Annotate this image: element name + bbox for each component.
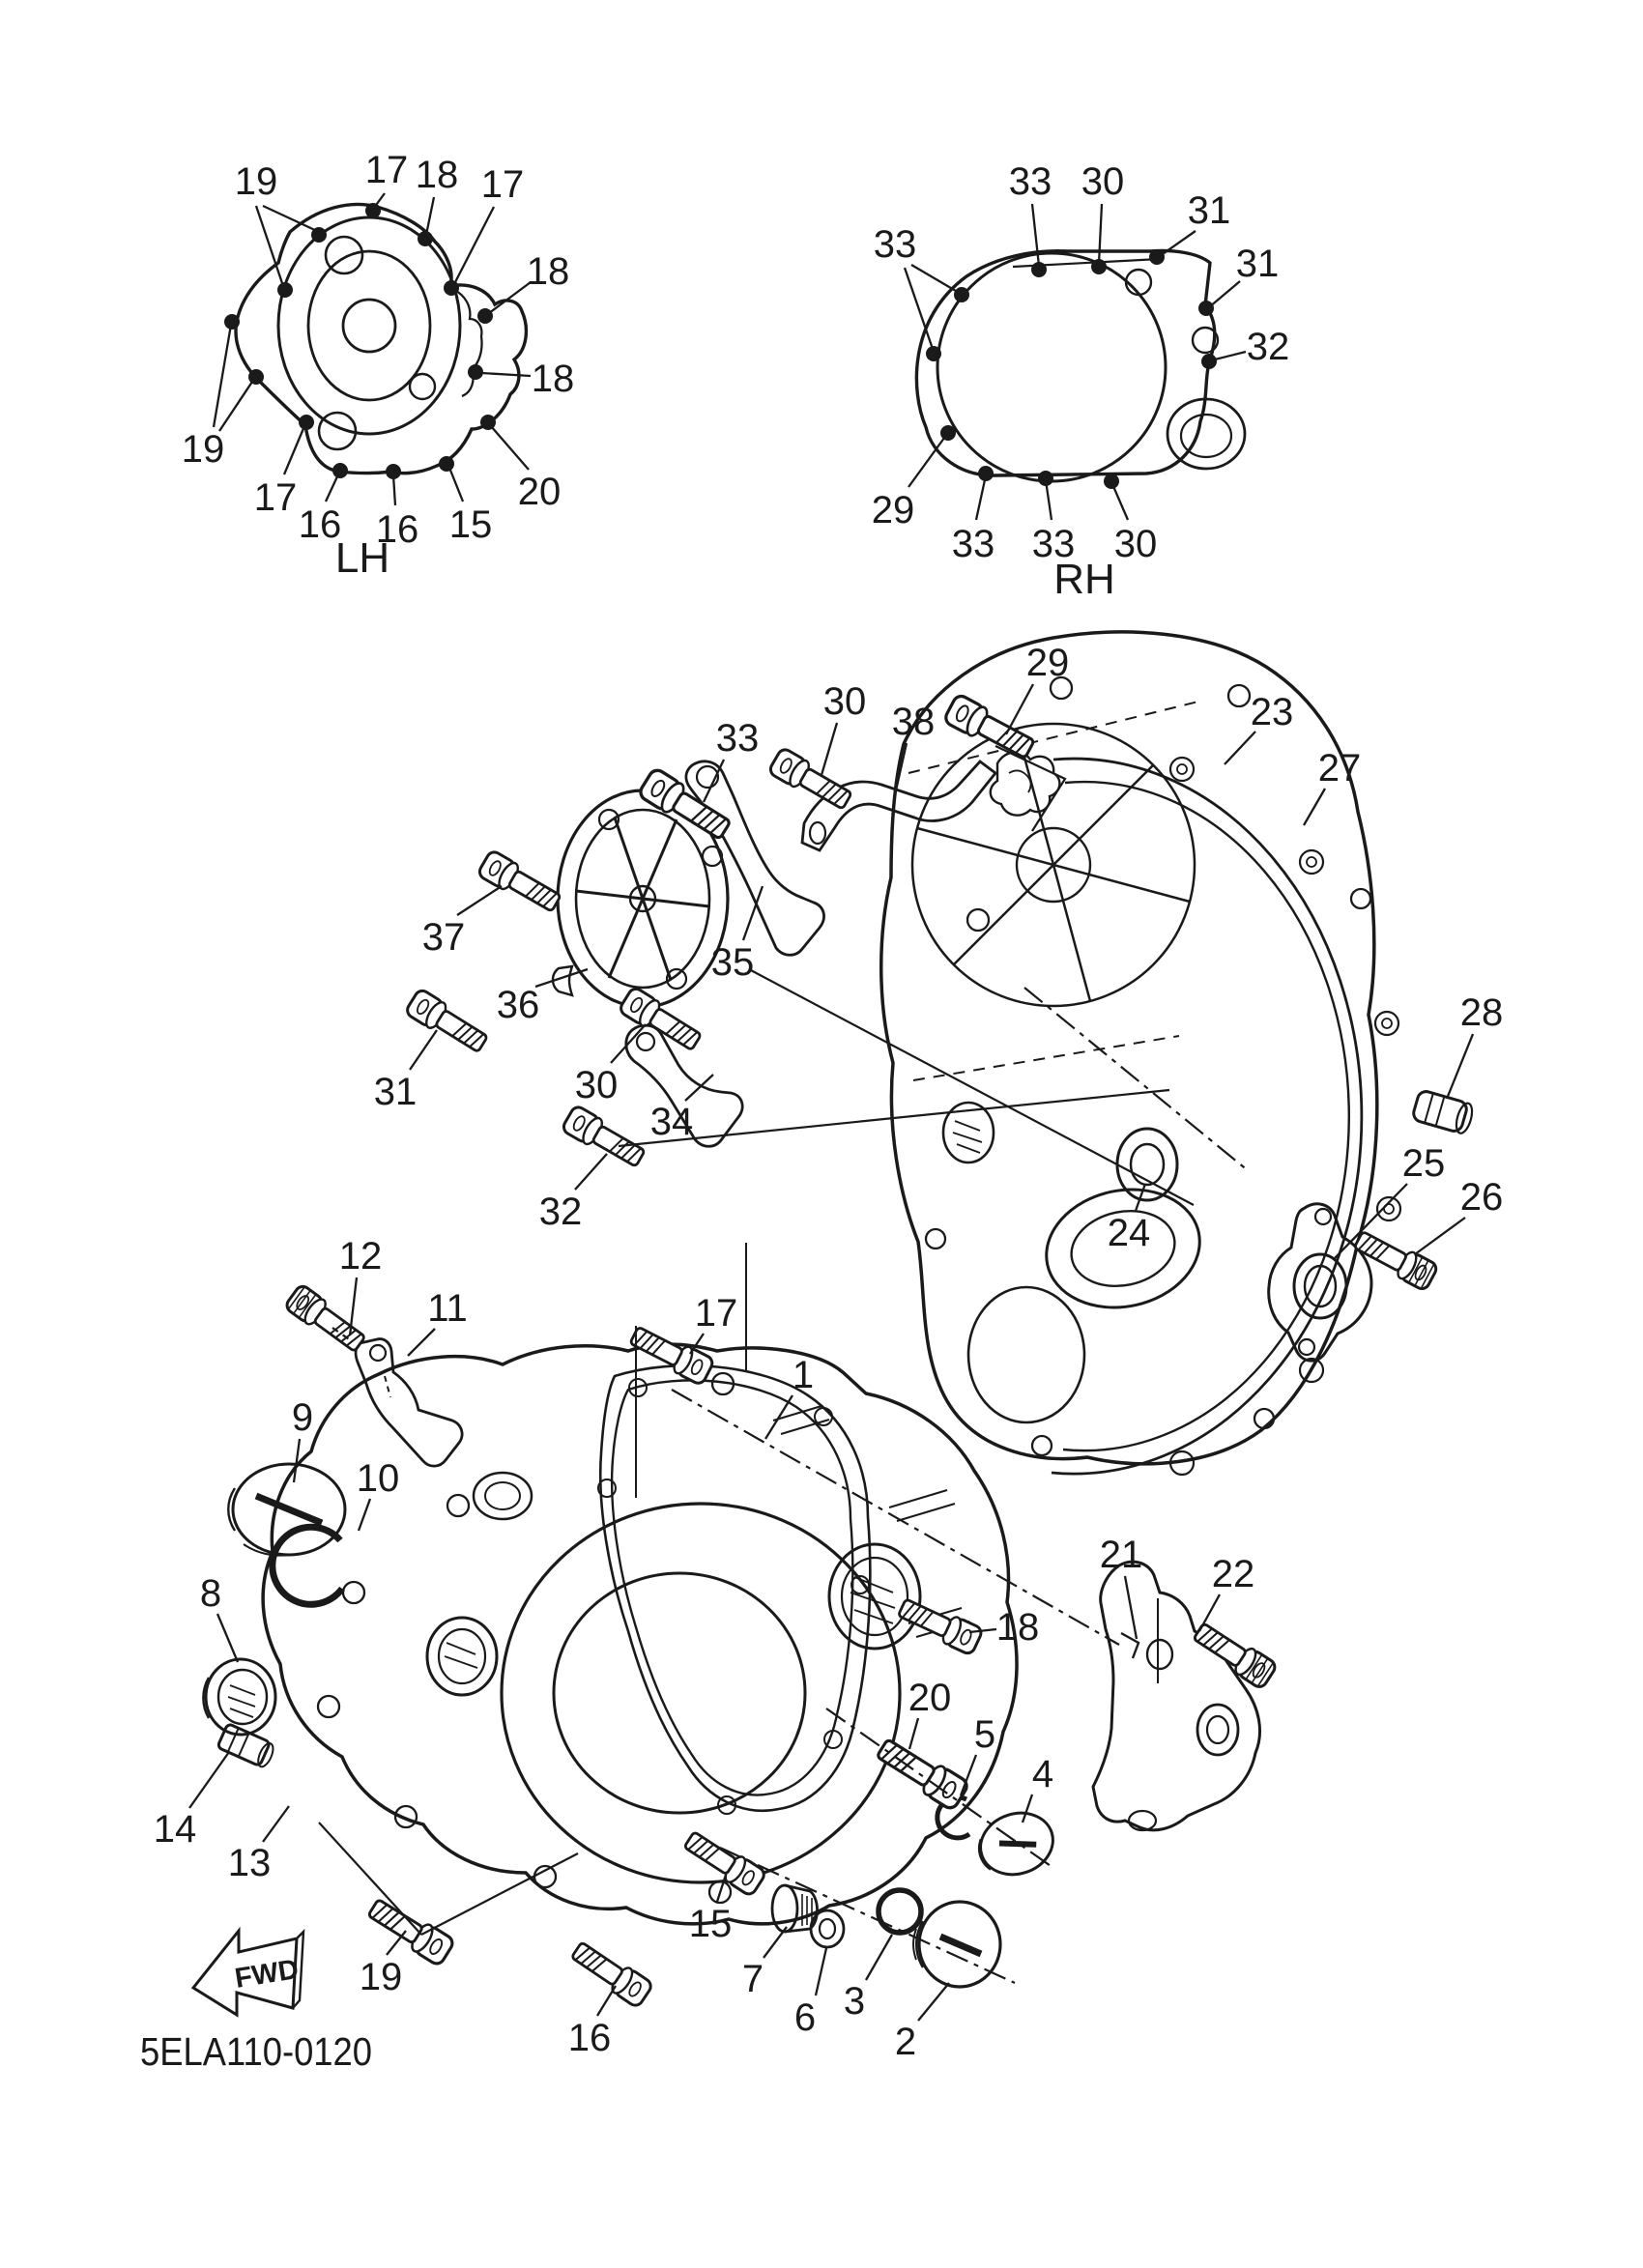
callout-leader-27 [1304,789,1325,825]
callout-30-21: 30 [1113,523,1158,565]
callout-leader-7 [764,1927,787,1958]
part-23-lower-opening [968,1287,1084,1422]
callout-leader-15 [717,1875,726,1902]
callout-4-51: 4 [1031,1753,1054,1795]
callout-19-11: 19 [181,428,225,471]
part-22-bolt [1191,1619,1278,1689]
callout-leader-16 [326,474,338,502]
callout-15-7: 15 [448,503,493,546]
callout-leader-8 [217,1614,238,1662]
part-23-boss-hatch [953,1121,982,1153]
part-3-o-ring [879,1890,921,1933]
callout-26-38: 26 [1459,1176,1504,1219]
part-15-bolt [681,1827,766,1897]
callout-leader-30 [1112,484,1128,520]
callout-leader-32 [1211,352,1246,360]
callout-37-28: 37 [421,916,466,959]
callout-leader-2 [918,1983,949,2021]
callout-18-4: 18 [526,250,570,293]
rh-cover-outline [916,251,1214,476]
callout-leader-33 [905,268,934,352]
part-14-dowel-pin [217,1723,276,1768]
callout-9-41: 9 [291,1396,314,1439]
crankcase-cover-3-assembly [203,1283,1278,2008]
callout-27-27: 27 [1317,747,1362,789]
callout-leader-6 [816,1948,826,1995]
rh-scallop-inner [1181,415,1231,457]
callout-leader-4 [1023,1794,1032,1823]
callout-17-46: 17 [694,1292,738,1335]
part-31-bolt [405,988,491,1056]
part-27-gasket [1052,758,1400,1475]
callout-1-47: 1 [792,1354,815,1396]
callout-31-14: 31 [1187,189,1231,232]
callout-17-10: 17 [253,476,298,519]
drawing-code: 5ELA110-0120 [140,2029,372,2074]
callout-20-49: 20 [908,1677,952,1719]
lh-center-hole [343,300,395,352]
callout-leader-31 [1209,281,1240,307]
callout-30-13: 30 [1081,160,1125,203]
part-30-bolt-a [768,747,854,814]
callout-25-37: 25 [1401,1142,1446,1185]
callout-leader-30 [1099,204,1102,264]
rh-scallop-opening [1167,399,1245,469]
callout-33-17: 33 [873,223,917,266]
part-13-hatch-right [850,1577,895,1623]
callout-3-57: 3 [843,1980,866,2023]
part-8-plug-cap [203,1659,275,1735]
callout-leader-11 [408,1329,435,1356]
callout-19-60: 19 [359,1956,403,1998]
part-13-clutch-boss-inner [554,1573,805,1813]
callout-leader-13 [263,1806,289,1842]
part-13-flange-holes [318,1373,734,1903]
part-32-bolt [562,1105,648,1171]
part-27-gasket-holes [1170,758,1400,1475]
callout-leader-33 [911,265,961,294]
callout-33-12: 33 [1008,160,1052,203]
callout-15-54: 15 [688,1903,733,1945]
callout-34-33: 34 [649,1101,694,1143]
callout-leader-18 [481,373,531,376]
callout-18-48: 18 [995,1606,1040,1649]
part-28-dowel-pin [1412,1089,1476,1134]
lh-view-label: LH [334,534,390,582]
callout-18-5: 18 [531,358,575,400]
callout-16-59: 16 [567,2017,612,2059]
callout-29-25: 29 [1025,642,1070,684]
callout-leader-26 [1415,1218,1465,1254]
callout-24-36: 24 [1107,1212,1151,1254]
callout-12-39: 12 [338,1235,383,1278]
callout-38-24: 38 [891,701,936,743]
callout-leader-30 [822,723,837,775]
callout-22-53: 22 [1211,1553,1255,1595]
callout-35-30: 35 [710,941,755,984]
rh-small-hole-1 [1126,270,1151,295]
part-23-crankcase-cover [881,632,1377,1464]
callout-33-20: 33 [1031,523,1076,565]
callout-29-18: 29 [871,489,915,531]
part-21-bracket [1093,1562,1260,1830]
callout-18-2: 18 [415,154,459,196]
callout-leader-29 [908,434,947,487]
callout-leader-16 [597,1986,616,2016]
callout-17-3: 17 [480,163,525,206]
callout-leader-10 [359,1499,370,1531]
callout-33-22: 33 [715,717,760,760]
callout-16-8: 16 [375,508,419,551]
part-18-bolt [896,1594,984,1656]
callout-leader-37 [457,886,502,915]
part-23-dashed-edge-2 [913,1036,1179,1080]
callout-36-29: 36 [496,984,540,1026]
lh-upper-hole [326,237,362,273]
callout-32-34: 32 [538,1191,583,1233]
callout-17-1: 17 [364,149,409,191]
callout-23-26: 23 [1250,691,1294,733]
part-13-filler-neck [474,1473,532,1519]
callout-leader-19 [219,379,254,431]
callout-leader-9 [294,1439,300,1482]
part-16-bolt [568,1938,653,2008]
part-13-detail-hatch [773,1406,969,1637]
callout-leader-20 [909,1718,918,1749]
fwd-arrow [193,1931,303,2015]
callout-5-50: 5 [973,1713,996,1756]
callout-30-32: 30 [574,1064,619,1106]
callout-leader-5 [961,1755,976,1795]
part-6-nut [811,1910,844,1947]
callout-6-56: 6 [793,1996,817,2039]
callout-14-44: 14 [153,1808,197,1851]
callout-8-43: 8 [199,1572,222,1615]
callout-leader-33 [1046,480,1052,520]
callout-7-55: 7 [741,1958,764,2000]
callout-11-40: 11 [427,1287,468,1330]
callout-2-58: 2 [894,2021,917,2063]
callout-leader-18 [489,282,531,313]
callout-leader-31 [410,1030,437,1070]
fwd-label: FWD [232,1954,302,1995]
callout-leader-28 [1447,1034,1473,1099]
callout-leader-19 [256,206,283,286]
callout-33-19: 33 [951,523,995,565]
callout-leader-20 [491,426,529,470]
callout-leader-33 [1032,204,1039,266]
callout-leader-33 [976,475,986,520]
rh-boss-circle [937,253,1166,481]
part-37-bolt [477,849,563,916]
part-13-cover [263,1344,1017,1924]
callout-leader-21 [1125,1576,1137,1639]
part-4-plug-cap [971,1804,1061,1884]
callout-leader-19 [214,325,231,427]
callout-leader-3 [866,1935,892,1980]
part-36-spokes [576,818,709,980]
callout-16-9: 16 [298,503,342,546]
callout-leader-14 [189,1752,229,1808]
callout-19-0: 19 [234,160,278,203]
callout-30-23: 30 [822,680,867,723]
callout-leader-30 [611,1024,646,1063]
lh-small-hole [410,374,435,399]
callout-leader-18 [426,197,434,235]
callout-32-16: 32 [1246,326,1290,368]
callout-leader-17 [454,207,494,284]
callout-13-45: 13 [227,1842,272,1884]
callout-28-35: 28 [1459,991,1504,1034]
callout-31-15: 31 [1235,243,1280,285]
callout-31-31: 31 [373,1071,418,1113]
callout-leader-16 [393,475,395,505]
callout-leader-32 [575,1154,607,1190]
callout-leader-17 [374,193,385,208]
callout-leader-17 [284,426,304,474]
part-30-bolt-b [619,986,705,1054]
callout-21-52: 21 [1099,1534,1143,1576]
part-13-hatch-left [445,1643,477,1668]
callout-10-42: 10 [356,1457,400,1500]
callout-leader-23 [1225,732,1255,764]
rh-cover-view [916,249,1245,489]
callout-leader-36 [535,969,588,987]
part-2-plug-cap [913,1902,1000,1987]
construction-lines [319,969,1249,1983]
callout-20-6: 20 [517,471,562,513]
callout-leader-15 [449,468,463,502]
rh-view-label: RH [1053,556,1115,603]
part-23-bolt-bosses [926,677,1370,1455]
